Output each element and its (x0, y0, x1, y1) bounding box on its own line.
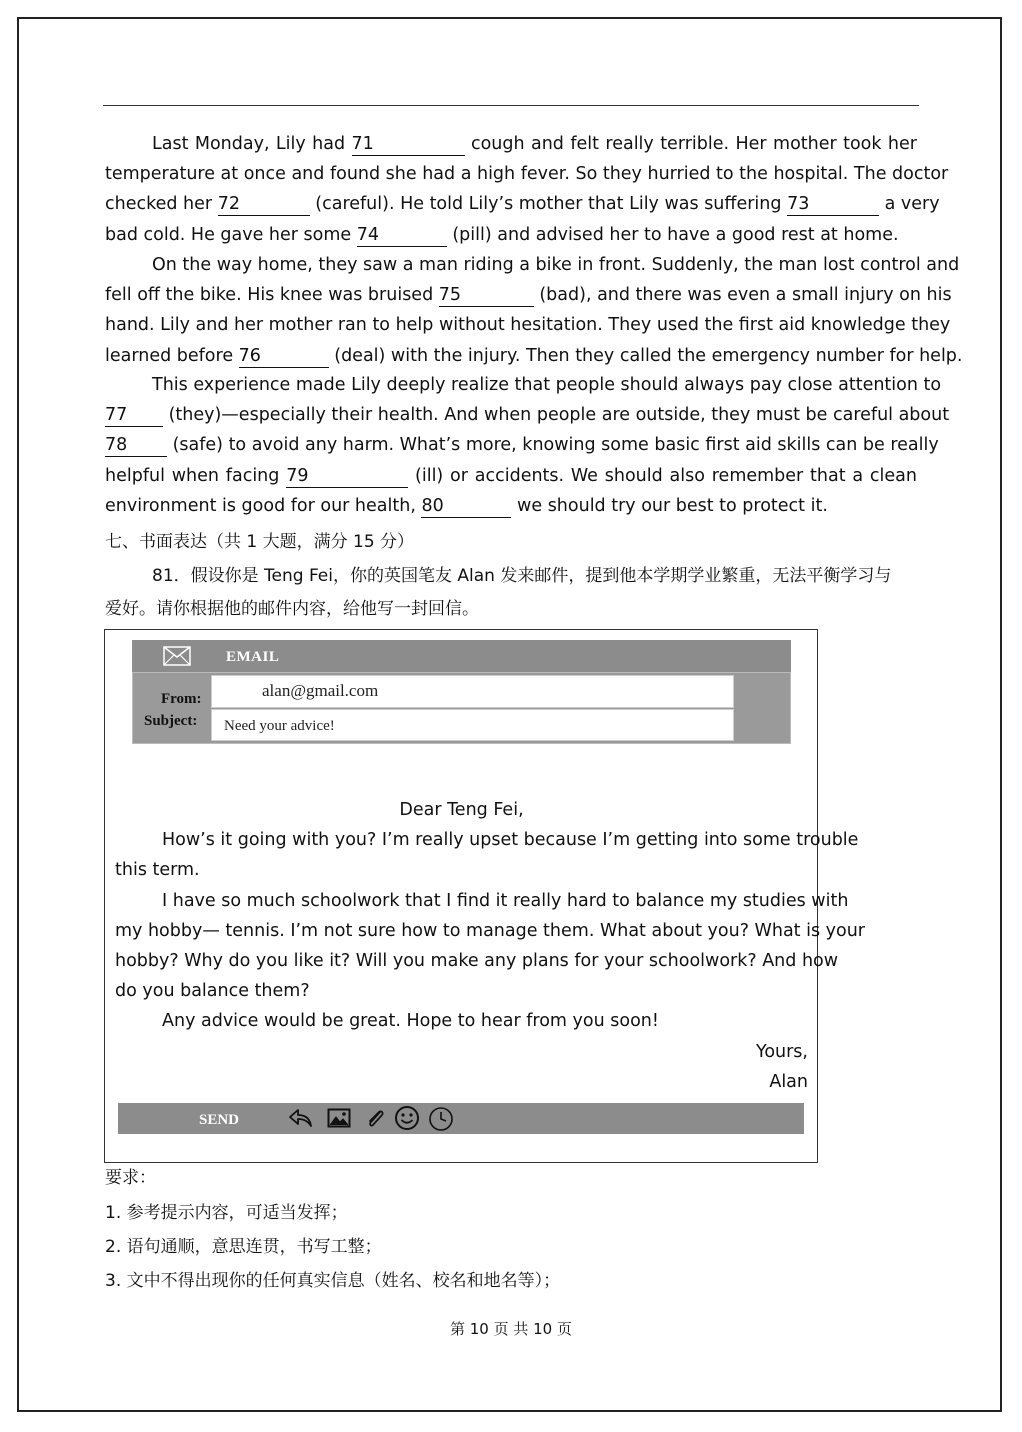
clock-icon[interactable] (428, 1106, 454, 1132)
blank-76[interactable]: 76 (239, 345, 329, 368)
letter-closing: Yours, (755, 1041, 808, 1062)
passage-paragraph-2 (105, 250, 963, 371)
reply-icon[interactable] (288, 1107, 314, 1129)
passage-line: 77 (they)—especially their health. And when people are outside, they must be careful about (105, 405, 950, 426)
email-send-bar (118, 1103, 804, 1134)
letter-line: I have so much schoolwork that I find it really hard to balance my studies with (162, 890, 849, 911)
passage-paragraph-1 (105, 129, 949, 250)
passage-paragraph-3 (105, 370, 950, 521)
blank-78[interactable]: 78 (105, 434, 167, 457)
email-header-bar (132, 640, 791, 672)
passage-line: fell off the bike. His knee was bruised 75 (bad), and there was even a small injury on his (105, 285, 952, 306)
smiley-icon[interactable] (394, 1105, 420, 1131)
email-body (115, 795, 865, 1097)
passage-line: 78 (safe) to avoid any harm. What’s more, knowing some basic first aid skills can be really (105, 435, 939, 456)
question-81-line-1: 81．假设你是 Teng Fei，你的英国笔友 Alan 发来邮件，提到他本学期学业繁重，无法平衡学习与 (152, 566, 892, 586)
passage-line: learned before 76 (deal) with the injury. Then they called the emergency number for help. (105, 345, 963, 366)
letter-line: How’s it going with you? I’m really upset because I’m getting into some trouble (162, 830, 859, 851)
subject-label: Subject: (144, 713, 198, 729)
question-81-line-2: 爱好。请你根据他的邮件内容，给他写一封回信。 (105, 599, 479, 619)
passage-line: Last Monday, Lily had 71 cough and felt really terrible. Her mother took her (152, 134, 917, 154)
from-value: alan@gmail.com (262, 681, 379, 700)
letter-line: do you balance them? (115, 981, 310, 1002)
passage-line: bad cold. He gave her some 74 (pill) and advised her to have a good rest at home. (105, 224, 899, 245)
from-label: From: (161, 691, 202, 707)
letter-line: this term. (115, 860, 200, 881)
section-heading: 七、书面表达（共 1 大题，满分 15 分） (105, 532, 415, 552)
letter-greeting: Dear Teng Fei, (399, 800, 524, 820)
from-field[interactable] (211, 675, 734, 708)
email-title: EMAIL (226, 649, 280, 665)
page-footer: 第 10 页 共 10 页 (449, 1320, 572, 1338)
letter-signature: Alan (769, 1071, 808, 1092)
blank-73[interactable]: 73 (787, 193, 879, 216)
passage-line: environment is good for our health, 80 we should try our best to protect it. (105, 495, 828, 516)
passage-line: helpful when facing 79 (ill) or accidents. We should also remember that a clean (105, 465, 917, 486)
image-icon[interactable] (327, 1107, 351, 1129)
requirement-2: 2. 语句通顺，意思连贯，书写工整； (105, 1237, 382, 1257)
letter-line: my hobby— tennis. I’m not sure how to manage them. What about you? What is your (115, 920, 865, 941)
passage-line: This experience made Lily deeply realize that people should always pay close attention to (152, 375, 942, 395)
blank-71[interactable]: 71 (352, 133, 465, 156)
blank-79[interactable]: 79 (286, 465, 408, 488)
blank-74[interactable]: 74 (357, 224, 447, 247)
email-fields-panel (132, 672, 791, 744)
letter-line: hobby? Why do you like it? Will you make any plans for your schoolwork? And how (115, 951, 839, 972)
blank-72[interactable]: 72 (218, 193, 310, 216)
requirement-1: 1. 参考提示内容，可适当发挥； (105, 1203, 348, 1223)
send-button[interactable]: SEND (199, 1112, 240, 1128)
passage-line: checked her 72 (careful). He told Lily’s mother that Lily was suffering 73 a very (105, 194, 940, 215)
header-rule (103, 105, 919, 106)
blank-80[interactable]: 80 (421, 495, 511, 518)
requirements-title: 要求： (105, 1168, 156, 1188)
requirement-3: 3. 文中不得出现你的任何真实信息（姓名、校名和地名等）； (105, 1271, 561, 1291)
blank-77[interactable]: 77 (105, 404, 163, 427)
envelope-icon (163, 646, 191, 666)
attachment-icon[interactable] (364, 1107, 388, 1131)
passage-line: temperature at once and found she had a high fever. So they hurried to the hospital. The doctor (105, 164, 949, 185)
passage-line: On the way home, they saw a man riding a bike in front. Suddenly, the man lost control and (152, 255, 960, 275)
letter-line: Any advice would be great. Hope to hear from you soon! (162, 1011, 659, 1032)
blank-75[interactable]: 75 (439, 284, 534, 307)
passage-line: hand. Lily and her mother ran to help without hesitation. They used the first aid knowledge they (105, 315, 951, 336)
subject-value: Need your advice! (224, 718, 335, 734)
subject-field[interactable] (211, 709, 734, 741)
